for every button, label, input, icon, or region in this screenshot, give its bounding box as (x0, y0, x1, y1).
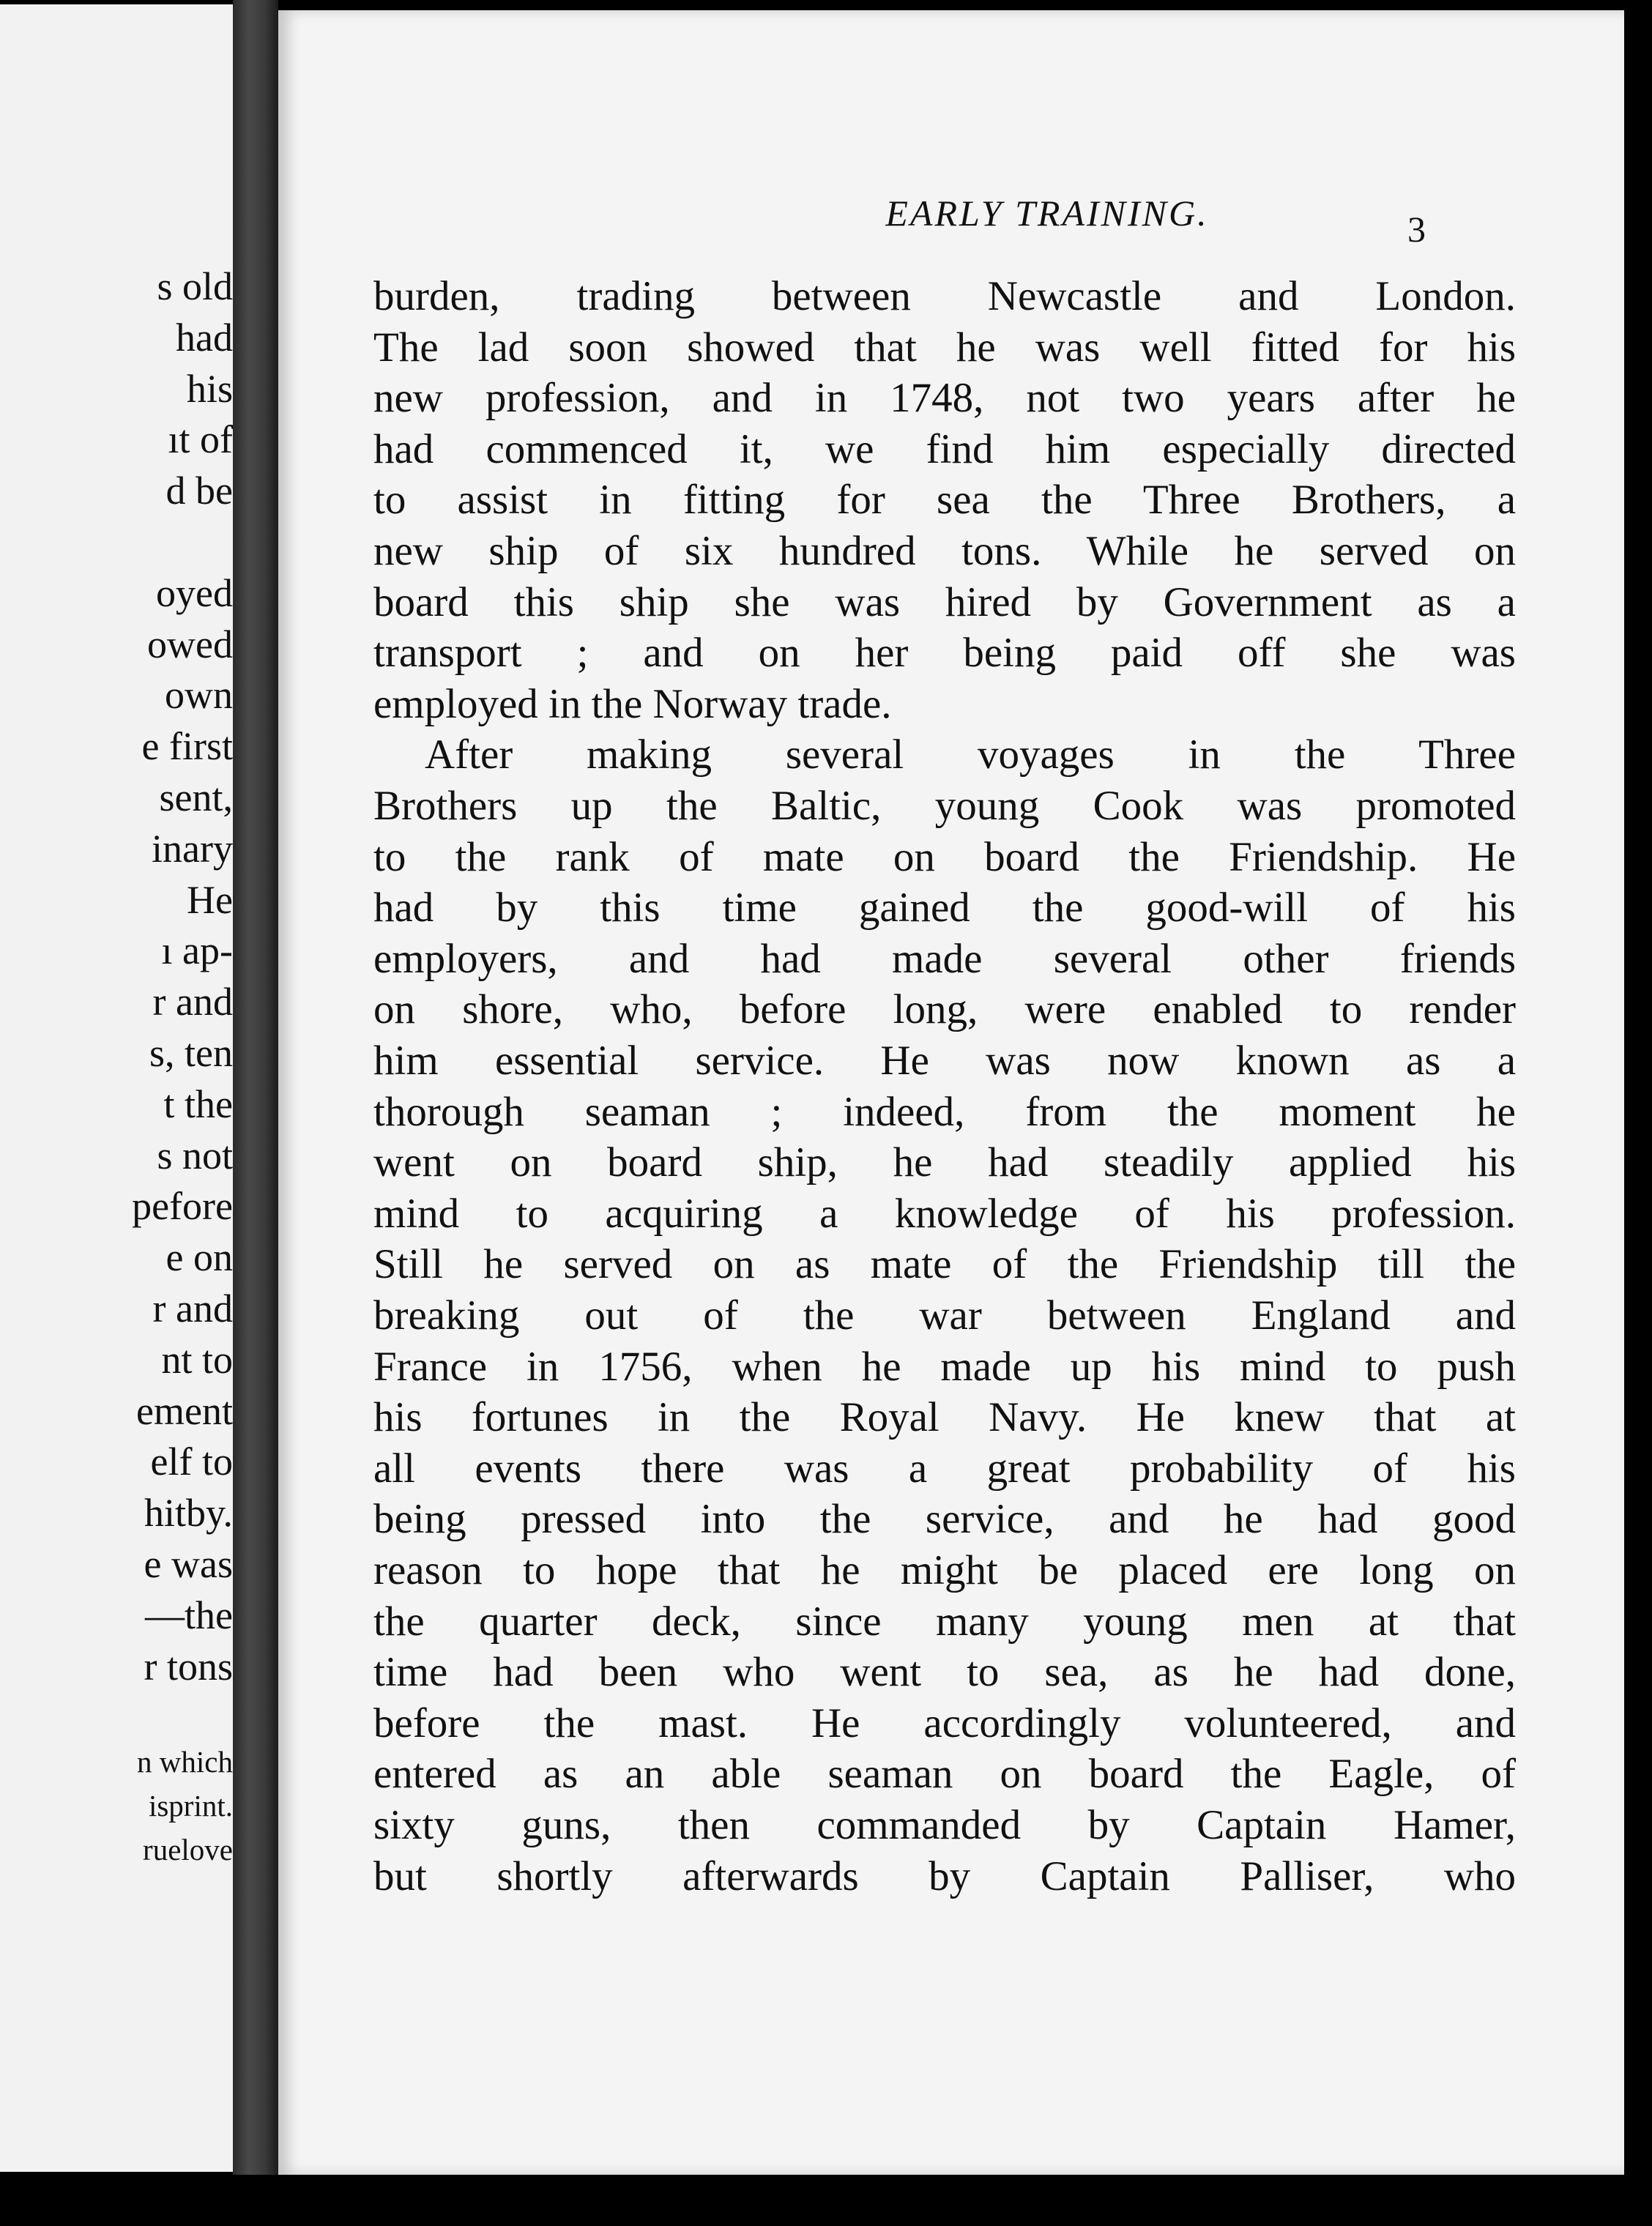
left-page-line: had (176, 315, 233, 360)
body-text-line: employers, and had made several other friends (373, 935, 1516, 982)
body-text-line: The lad soon showed that he was well fitted for his (373, 324, 1516, 371)
body-text-line: all events there was a great probability of his (373, 1445, 1516, 1492)
body-text-line: new ship of six hundred tons. While he served on (373, 528, 1516, 574)
left-page-line: ıt of (168, 417, 233, 462)
left-page-line: pefore (132, 1184, 233, 1229)
left-page-line: e was (144, 1542, 233, 1586)
left-page-line: oyed (156, 570, 233, 615)
body-text-line: reason to hope that he might be placed ere long on (373, 1547, 1516, 1593)
left-page-footnote-line: n which (137, 1745, 233, 1779)
body-text-line: his fortunes in the Royal Navy. He knew that at (373, 1394, 1516, 1441)
left-page-line: t the (163, 1082, 233, 1126)
body-text-line: employed in the Norway trade. (373, 680, 892, 727)
left-page-line: He (187, 877, 233, 922)
left-page-line: s not (157, 1133, 233, 1177)
scan-bottom-edge (0, 2175, 1652, 2226)
book-gutter (233, 0, 278, 2226)
body-text-line: the quarter deck, since many young men at that (373, 1598, 1516, 1645)
left-page-line: s old (157, 264, 233, 308)
body-text-line: thorough seaman ; indeed, from the moment he (373, 1088, 1516, 1135)
body-text-line: new profession, and in 1748, not two years after he (373, 375, 1516, 422)
body-text-line: France in 1756, when he made up his mind to push (373, 1343, 1516, 1390)
body-text-line: entered as an able seaman on board the Eagle, of (373, 1751, 1516, 1798)
running-head: EARLY TRAINING. (885, 193, 1209, 234)
left-page-line: inary (152, 826, 233, 871)
left-page-line: e on (165, 1235, 233, 1280)
left-page-line: his (186, 366, 233, 411)
body-text-line: breaking out of the war between England and (373, 1292, 1516, 1339)
left-page-line: nt to (161, 1337, 233, 1382)
body-text-line: time had been who went to sea, as he had done, (373, 1649, 1516, 1696)
left-page-line: r and (152, 1287, 233, 1330)
left-page-footnote-line: isprint. (148, 1789, 233, 1823)
body-text-line: before the mast. He accordingly volunteered, and (373, 1700, 1516, 1746)
left-page-line: s, ten (149, 1031, 233, 1075)
right-page (278, 10, 1624, 2175)
left-page-line: owed (147, 622, 233, 666)
body-text-line: transport ; and on her being paid off she was (373, 630, 1516, 677)
left-page-line: ı ap- (161, 928, 233, 973)
body-text-line: but shortly afterwards by Captain Palliser, who (373, 1853, 1516, 1899)
body-text-line: had commenced it, we find him especially directed (373, 425, 1516, 472)
body-text-line: burden, trading between Newcastle and London. (373, 273, 1516, 319)
left-page-line: e first (141, 724, 233, 769)
left-page-line: r and (152, 980, 233, 1024)
body-text-line: on shore, who, before long, were enabled to render (373, 986, 1516, 1033)
body-text-line: Still he served on as mate of the Friendship till the (373, 1241, 1516, 1288)
body-text-line: being pressed into the service, and he had good (373, 1496, 1516, 1543)
body-text-line: to the rank of mate on board the Friendship. He (373, 833, 1516, 880)
left-page-footnote-line: ruelove (143, 1833, 233, 1866)
body-text-line: had by this time gained the good-will of his (373, 885, 1516, 931)
page-number: 3 (1407, 209, 1426, 250)
left-page-line: r tons (144, 1644, 233, 1689)
body-text-line: mind to acquiring a knowledge of his profession. (373, 1190, 1516, 1237)
body-text-line: went on board ship, he had steadily applied his (373, 1139, 1516, 1186)
left-page-line: sent, (159, 775, 233, 819)
left-page-line: d be (165, 469, 233, 513)
body-text-line: After making several voyages in the Three (425, 732, 1516, 778)
body-text-line: sixty guns, then commanded by Captain Hamer, (373, 1802, 1516, 1848)
body-text-line: Brothers up the Baltic, young Cook was promoted (373, 783, 1516, 829)
body-text-line: board this ship she was hired by Government as a (373, 578, 1516, 625)
body-text-line: to assist in fitting for sea the Three Brothers, a (373, 477, 1516, 524)
left-facing-page (0, 4, 233, 2172)
left-page-line: ement (136, 1388, 233, 1433)
left-page-line: hitby. (144, 1491, 233, 1536)
body-text-line: him essential service. He was now known as a (373, 1038, 1516, 1084)
left-page-line: —the (145, 1593, 233, 1637)
left-page-line: own (165, 673, 233, 718)
left-page-line: elf to (150, 1440, 233, 1484)
left-page-clip (0, 4, 233, 2172)
